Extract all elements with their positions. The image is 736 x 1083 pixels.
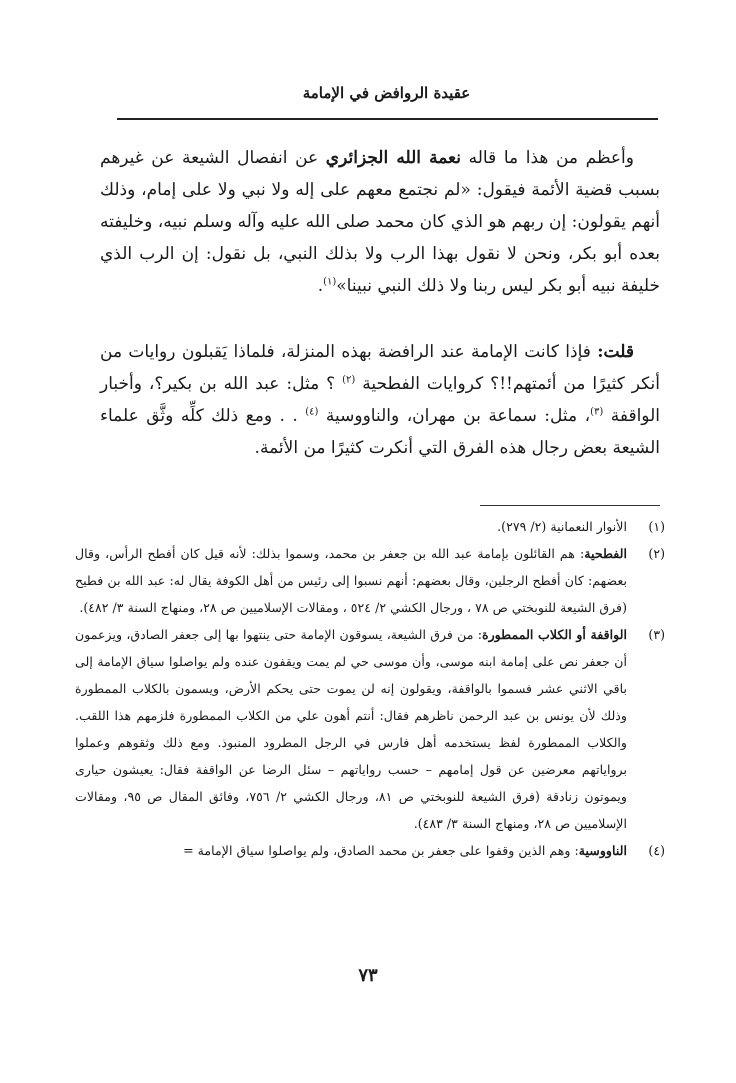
paragraph-2-part-1: فإذا كانت الإمامة عند الرافضة بهذه المنزلة، فلماذا يَقبلون روايات من أنكر كثيرًا من أئمتهم!!؟ كروايات الفطحية: [100, 342, 660, 394]
footnote-text: [75, 837, 627, 864]
paragraph-2-part-4: . . ومع ذلك كلِّه وثَّق علماء الشيعة بعض رجال هذه الفرق التي أنكرت كثيرًا من الأئمة.: [100, 406, 660, 458]
footnote-1: [75, 513, 665, 540]
footnote-2: [75, 540, 665, 621]
footnote-4: [75, 837, 665, 864]
running-header: عقيدة الروافض في الإمامة: [302, 84, 471, 102]
footnote-text: [75, 513, 627, 540]
paragraph-2-part-2: ؟ مثل: عبد الله بن بكير؟، وأخبار الواقفة: [100, 374, 660, 426]
footnote-term: الناووسية: [578, 843, 627, 858]
paragraph-1-part-2: عن انفصال الشيعة عن غيرهم بسبب قضية الأئمة فيقول: «لم نجتمع معهم على إله ولا نبي ولا على إمام، وذلك أنهم يقولون: إن ربهم هو الذي كان محمد صلى الله عليه وآله وسلم نبيه، وخليفته بعده أبو بكر، ونحن لا نقول بهذا الرب ولا بذلك النبي، بل نقول: إن الرب الذي خليفة نبيه أبو بكر ليس ربنا ولا ذلك النبي نبينا»: [100, 148, 660, 296]
footnote-body: : هم القائلون بإمامة عبد الله بن جعفر بن محمد، وسموا بذلك: لأنه قيل كان أفطح الرأس، وقال بعضهم: كان أفطح الرجلين، وقال بعضهم: أنهم نسبوا إلى رئيس من أهل الكوفة يقال له: عبد الله بن فطيح (فرق الشيعة للنوبختي ص ٧٨ ، ورجال الكشي ٢/ ٥٢٤ ، ومقالات الإسلاميين ص ٢٨، ومنهاج السنة ٣/ ٤٨٢).: [75, 546, 627, 615]
author-name: نعمة الله الجزائري: [325, 148, 461, 168]
footnote-number: (٢): [648, 546, 665, 561]
footnote-ref-1[interactable]: (١): [323, 276, 337, 288]
page-number: ٧٣: [358, 965, 378, 986]
footnote-term: الفطحية: [584, 546, 627, 561]
footnote-body: : من فرق الشيعة، يسوقون الإمامة حتى ينتهوا بها إلى جعفر الصادق، ويزعمون أن جعفر نص على إمامة ابنه موسى، وأن موسى حي لم يمت ويقفون عنده ولم يواصلوا سياق الإمامة إلى باقي الاثني عشر فسموا بالواقفة، ويقولون إنه لن يموت حتى يحكم الأرض، ويسمون بالكلاب الممطورة وذلك لأن يونس بن عبد الرحمن ناظرهم فقال: أنتم أهون علي من الكلاب الممطورة فلزمهم هذا اللقب. والكلاب الممطورة لفظ يستخدمه أهل فارس في الرجل المطرود المنبوذ. ومع ذلك وثقوهم وعملوا برواياتهم معرضين عن قول إمامهم – حسب رواياتهم – سئل الرضا عن الواقفة فقال: يعيشون حيارى ويموتون زنادقة (فرق الشيعة للنوبختي ص ٨١، ورجال الكشي ٢/ ٧٥٦، وفائق المقال ص ٩٥، ومقالات الإسلاميين ص ٢٨، ومنهاج السنة ٣/ ٤٨٣).: [75, 627, 627, 831]
footnote-text: [75, 540, 627, 621]
qultu-label: قلت:: [597, 342, 634, 362]
header-rule: [117, 118, 658, 120]
footnote-number: (٤): [648, 843, 665, 858]
footnote-number: (٣): [648, 627, 665, 642]
footnote-3: [75, 621, 665, 837]
paragraph-1-end: .: [317, 276, 324, 296]
paragraph-1: [100, 142, 660, 302]
footnote-ref-3[interactable]: (٣): [590, 406, 604, 418]
footnote-term: الواقفة أو الكلاب الممطورة: [482, 627, 627, 642]
footnote-separator: [480, 505, 660, 506]
footnote-ref-2[interactable]: (٢): [342, 374, 356, 386]
paragraph-1-part-1: وأعظم من هذا ما قاله: [461, 148, 634, 168]
footnote-body: الأنوار النعمانية (٢/ ٢٧٩).: [497, 519, 627, 534]
footnote-number: (١): [648, 519, 665, 534]
footnote-body: : وهم الذين وقفوا على جعفر بن محمد الصادق، ولم يواصلوا سياق الإمامة =: [183, 843, 579, 858]
paragraph-2: [100, 336, 660, 464]
footnote-text: [75, 621, 627, 837]
footnotes: [75, 513, 665, 864]
footnote-ref-4[interactable]: (٤): [305, 406, 319, 418]
paragraph-2-part-3: ، مثل: سماعة بن مهران، والناووسية: [318, 406, 591, 426]
